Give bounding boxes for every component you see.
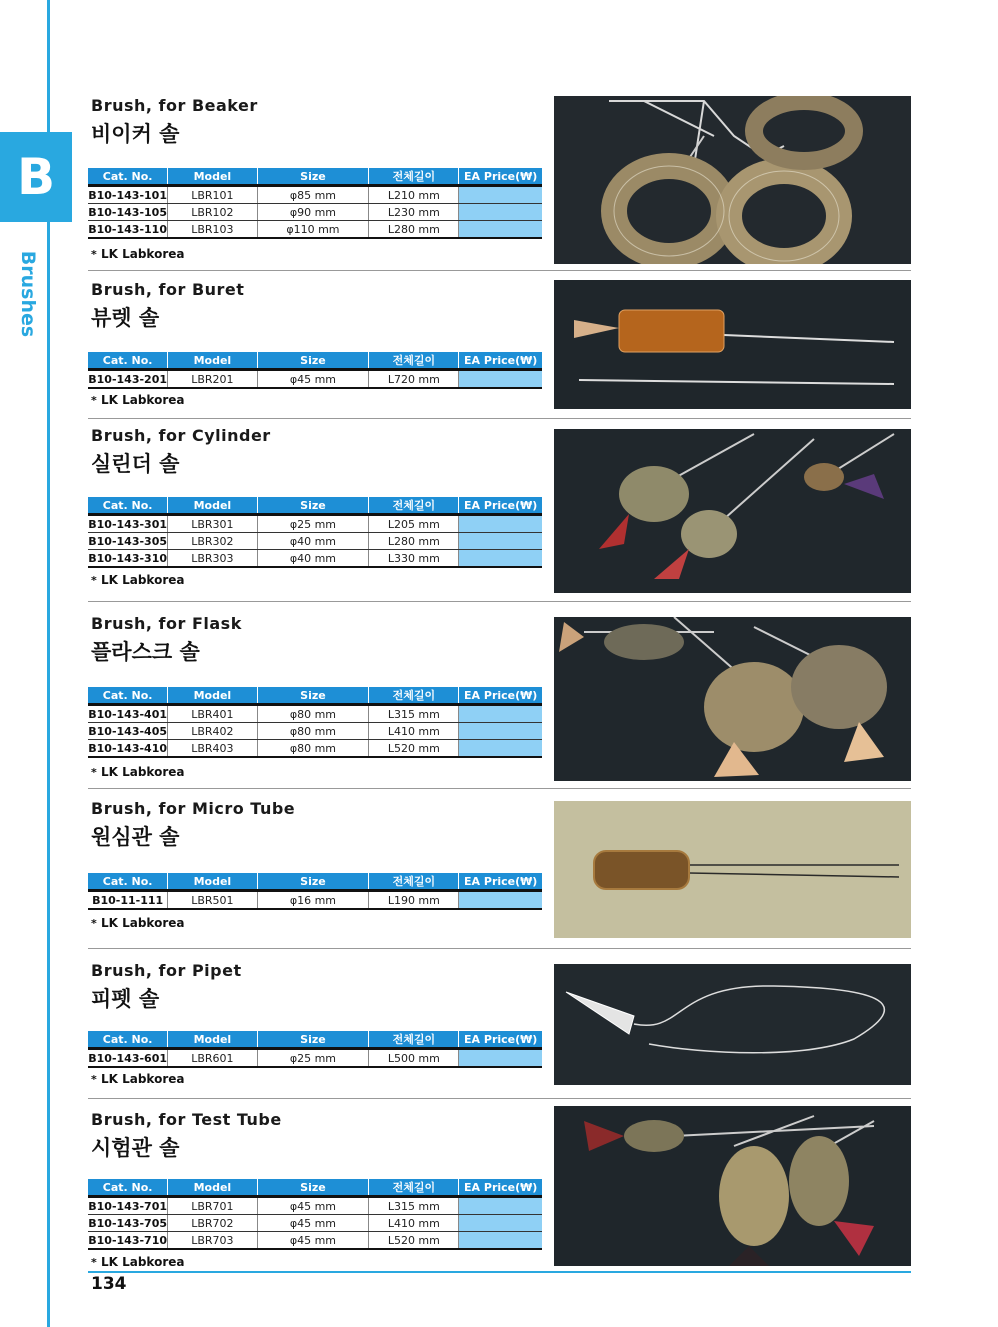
product-title-ko: 시험관 솔	[91, 1136, 180, 1160]
manufacturer-note	[91, 916, 184, 930]
asterisk-icon: *	[91, 574, 97, 587]
cat-no-cell: B10-143-305	[88, 534, 167, 548]
table-row	[88, 705, 542, 723]
model-cell: LBR702	[168, 1215, 257, 1232]
model-cell: LBR403	[168, 740, 257, 758]
cat-no-cell: B10-143-701	[88, 1197, 168, 1215]
column-header: Model	[168, 497, 257, 515]
product-section-cylinder	[88, 426, 911, 602]
price-cell	[459, 891, 542, 910]
product-title-en: Brush, for Beaker	[91, 96, 258, 115]
column-header: EA Price(₩)	[459, 1031, 542, 1049]
size-cell: φ80 mm	[257, 705, 369, 723]
cat-no-cell: B10-143-301	[88, 515, 168, 533]
model-cell: LBR302	[168, 533, 257, 550]
size-cell: φ40 mm	[257, 550, 369, 568]
price-cell	[459, 740, 542, 758]
cat-no-cell: B10-11-111	[88, 891, 168, 910]
table-row	[88, 186, 542, 204]
product-section-beaker	[88, 96, 911, 271]
product-photo-micro-tube-brush	[554, 801, 911, 938]
footer-rule	[88, 1271, 911, 1273]
column-header: 전체길이	[369, 873, 459, 891]
table-row	[88, 370, 542, 389]
column-header: Model	[168, 687, 257, 705]
column-header: Size	[257, 168, 369, 186]
table-row	[88, 533, 542, 550]
cat-no-cell: B10-143-110	[88, 221, 168, 239]
column-header: EA Price(₩)	[459, 1179, 542, 1197]
size-cell: φ16 mm	[257, 891, 369, 910]
section-letter-tab: B	[0, 132, 72, 222]
product-title-en: Brush, for Pipet	[91, 961, 242, 980]
column-header: 전체길이	[369, 687, 459, 705]
length-cell: L520 mm	[369, 1232, 459, 1250]
product-title-ko: 뷰렛 솔	[91, 306, 160, 330]
cat-no-cell: B10-143-105	[88, 205, 167, 219]
size-cell: φ45 mm	[257, 1197, 369, 1215]
category-label-vertical	[8, 244, 48, 344]
size-cell: φ45 mm	[257, 1215, 369, 1232]
size-cell: φ25 mm	[257, 515, 369, 533]
cat-no-cell: B10-143-201	[88, 370, 168, 389]
page-number: 134	[91, 1274, 127, 1294]
column-header: Size	[257, 497, 369, 515]
cat-no-cell: B10-143-401	[88, 705, 168, 723]
column-header: EA Price(₩)	[459, 352, 542, 370]
length-cell: L315 mm	[369, 705, 459, 723]
asterisk-icon: *	[91, 1073, 97, 1086]
product-photo-buret-brush	[554, 280, 911, 409]
model-cell: LBR601	[168, 1049, 257, 1068]
size-cell: φ80 mm	[257, 740, 369, 758]
column-header: Cat. No.	[88, 873, 168, 891]
table-header-row	[88, 873, 542, 891]
category-label: Brushes	[17, 250, 39, 338]
product-title-ko: 플라스크 솔	[91, 640, 200, 664]
model-cell: LBR103	[168, 221, 257, 239]
table-header-row	[88, 168, 542, 186]
spec-table	[88, 1179, 542, 1250]
asterisk-icon: *	[91, 917, 97, 930]
column-header: Size	[257, 873, 369, 891]
table-header-row	[88, 352, 542, 370]
cat-no-cell: B10-143-410	[88, 740, 168, 758]
product-photo-pipet-brush	[554, 964, 911, 1085]
manufacturer-label: LK Labkorea	[100, 1255, 185, 1269]
section-divider	[88, 1098, 911, 1099]
spec-table	[88, 352, 542, 389]
table-row	[88, 740, 542, 758]
model-cell: LBR102	[168, 204, 257, 221]
product-title-en: Brush, for Buret	[91, 280, 245, 299]
length-cell: L230 mm	[369, 204, 459, 221]
manufacturer-label: LK Labkorea	[100, 247, 185, 261]
product-title-ko: 원심관 솔	[91, 825, 180, 849]
column-header: 전체길이	[369, 1179, 459, 1197]
column-header: 전체길이	[369, 352, 459, 370]
price-cell	[459, 1215, 542, 1232]
column-header: Cat. No.	[88, 687, 168, 705]
column-header: Size	[257, 687, 369, 705]
column-header: Cat. No.	[88, 1031, 168, 1049]
table-row	[88, 723, 542, 740]
manufacturer-note	[91, 1255, 184, 1269]
manufacturer-note	[91, 393, 184, 407]
size-cell: φ45 mm	[257, 1232, 369, 1250]
length-cell: L205 mm	[369, 515, 459, 533]
table-row	[88, 1232, 542, 1250]
length-cell: L520 mm	[369, 740, 459, 758]
section-divider	[88, 948, 911, 949]
table-header-row	[88, 1179, 542, 1197]
manufacturer-note	[91, 765, 184, 779]
price-cell	[459, 221, 542, 239]
cat-no-cell: B10-143-601	[88, 1049, 168, 1068]
price-cell	[459, 204, 542, 221]
manufacturer-label: LK Labkorea	[100, 765, 185, 779]
product-section-pipet	[88, 961, 911, 1099]
column-header: EA Price(₩)	[459, 497, 542, 515]
cat-no-cell: B10-143-101	[88, 186, 168, 204]
product-title-ko: 비이커 솔	[91, 122, 180, 146]
table-row	[88, 221, 542, 239]
size-cell: φ85 mm	[257, 186, 369, 204]
model-cell: LBR101	[168, 186, 257, 204]
table-header-row	[88, 687, 542, 705]
length-cell: L315 mm	[369, 1197, 459, 1215]
table-header-row	[88, 1031, 542, 1049]
product-title-ko: 피펫 솔	[91, 987, 160, 1011]
column-header: EA Price(₩)	[459, 873, 542, 891]
manufacturer-label: LK Labkorea	[100, 573, 185, 587]
product-photo-cylinder-brush	[554, 429, 911, 593]
price-cell	[459, 705, 542, 723]
section-divider	[88, 788, 911, 789]
length-cell: L410 mm	[369, 1215, 459, 1232]
column-header: Model	[168, 352, 257, 370]
table-row	[88, 1049, 542, 1068]
product-title-en: Brush, for Flask	[91, 614, 242, 633]
cat-no-cell: B10-143-705	[88, 1216, 167, 1230]
spec-table	[88, 687, 542, 758]
price-cell	[459, 723, 542, 740]
length-cell: L330 mm	[369, 550, 459, 568]
asterisk-icon: *	[91, 766, 97, 779]
column-header: Size	[257, 352, 369, 370]
column-header: 전체길이	[369, 1031, 459, 1049]
asterisk-icon: *	[91, 1256, 97, 1269]
model-cell: LBR501	[168, 891, 257, 910]
model-cell: LBR201	[168, 370, 257, 389]
length-cell: L500 mm	[369, 1049, 459, 1068]
manufacturer-label: LK Labkorea	[100, 916, 185, 930]
product-section-buret	[88, 280, 911, 420]
model-cell: LBR703	[168, 1232, 257, 1250]
spec-table	[88, 873, 542, 910]
model-cell: LBR303	[168, 550, 257, 568]
price-cell	[459, 186, 542, 204]
product-section-test-tube	[88, 1110, 911, 1270]
column-header: Cat. No.	[88, 1179, 168, 1197]
price-cell	[459, 1232, 542, 1250]
model-cell: LBR402	[168, 723, 257, 740]
length-cell: L280 mm	[369, 533, 459, 550]
product-photo-beaker-brush	[554, 96, 911, 264]
price-cell	[459, 1049, 542, 1068]
column-header: Size	[257, 1179, 369, 1197]
product-section-flask	[88, 614, 911, 790]
product-photo-test-tube-brush	[554, 1106, 911, 1266]
length-cell: L210 mm	[369, 186, 459, 204]
cat-no-cell: B10-143-710	[88, 1232, 168, 1250]
column-header: Cat. No.	[88, 497, 168, 515]
product-photo-flask-brush	[554, 617, 911, 781]
column-header: EA Price(₩)	[459, 687, 542, 705]
table-row	[88, 550, 542, 568]
section-divider	[88, 601, 911, 602]
size-cell: φ25 mm	[257, 1049, 369, 1068]
cat-no-cell: B10-143-405	[88, 724, 167, 738]
price-cell	[459, 1197, 542, 1215]
column-header: Model	[168, 168, 257, 186]
section-divider	[88, 270, 911, 271]
size-cell: φ90 mm	[257, 204, 369, 221]
length-cell: L190 mm	[369, 891, 459, 910]
manufacturer-note	[91, 247, 184, 261]
column-header: Model	[168, 1179, 257, 1197]
manufacturer-label: LK Labkorea	[100, 393, 185, 407]
manufacturer-note	[91, 1072, 184, 1086]
column-header: Model	[168, 1031, 257, 1049]
table-row	[88, 204, 542, 221]
model-cell: LBR701	[168, 1197, 257, 1215]
price-cell	[459, 533, 542, 550]
price-cell	[459, 550, 542, 568]
price-cell	[459, 515, 542, 533]
table-header-row	[88, 497, 542, 515]
model-cell: LBR401	[168, 705, 257, 723]
asterisk-icon: *	[91, 248, 97, 261]
column-header: Model	[168, 873, 257, 891]
column-header: Size	[257, 1031, 369, 1049]
manufacturer-label: LK Labkorea	[100, 1072, 185, 1086]
table-row	[88, 1197, 542, 1215]
product-title-en: Brush, for Test Tube	[91, 1110, 282, 1129]
price-cell	[459, 370, 542, 389]
length-cell: L720 mm	[369, 370, 459, 389]
product-title-en: Brush, for Micro Tube	[91, 799, 296, 818]
length-cell: L280 mm	[369, 221, 459, 239]
length-cell: L410 mm	[369, 723, 459, 740]
column-header: 전체길이	[369, 497, 459, 515]
table-row	[88, 515, 542, 533]
size-cell: φ40 mm	[257, 533, 369, 550]
column-header: Cat. No.	[88, 168, 168, 186]
size-cell: φ110 mm	[257, 221, 369, 239]
column-header: EA Price(₩)	[459, 168, 542, 186]
product-title-ko: 실린더 솔	[91, 452, 180, 476]
column-header: 전체길이	[369, 168, 459, 186]
column-header: Cat. No.	[88, 352, 168, 370]
cat-no-cell: B10-143-310	[88, 550, 168, 568]
table-row	[88, 1215, 542, 1232]
spec-table	[88, 497, 542, 568]
spec-table	[88, 1031, 542, 1068]
product-title-en: Brush, for Cylinder	[91, 426, 271, 445]
spec-table	[88, 168, 542, 239]
size-cell: φ45 mm	[257, 370, 369, 389]
manufacturer-note	[91, 573, 184, 587]
asterisk-icon: *	[91, 394, 97, 407]
product-section-micro-tube	[88, 799, 911, 949]
size-cell: φ80 mm	[257, 723, 369, 740]
table-row	[88, 891, 542, 910]
model-cell: LBR301	[168, 515, 257, 533]
section-divider	[88, 418, 911, 419]
